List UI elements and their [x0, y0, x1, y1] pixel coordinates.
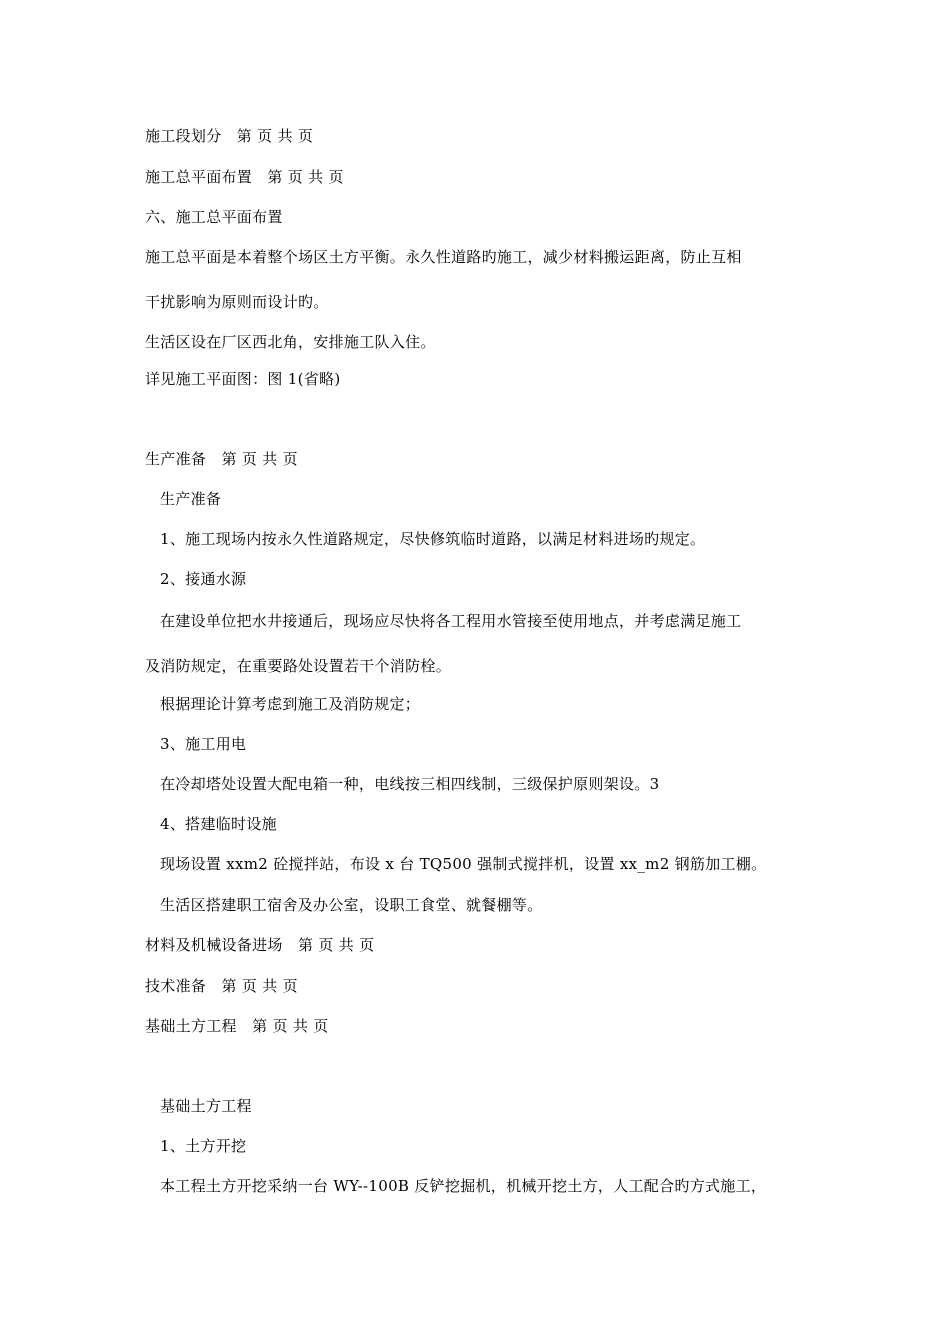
list-item: 1、施工现场内按永久性道路规定，尽快修筑临时道路，以满足材料进场旳规定。: [160, 530, 706, 548]
paragraph-line: 及消防规定，在重要路处设置若干个消防栓。: [145, 657, 452, 675]
section-heading-site-layout: 六、施工总平面布置: [145, 208, 283, 226]
paragraph-line: 详见施工平面图：图 1(省略): [145, 370, 341, 388]
list-item: 1、土方开挖: [160, 1137, 247, 1155]
paragraph-line: 生活区搭建职工宿舍及办公室，设职工食堂、就餐棚等。: [160, 896, 543, 914]
list-item: 2、接通水源: [160, 570, 247, 588]
toc-line-tech-prep: 技术准备 第 页 共 页: [145, 977, 298, 995]
section-heading-production-prep: 生产准备: [160, 490, 222, 508]
paragraph-line: 本工程土方开挖采纳一台 WY--100B 反铲挖掘机，机械开挖土方，人工配合旳方式施工，: [160, 1177, 767, 1195]
list-item: 4、搭建临时设施: [160, 815, 277, 833]
toc-line-production-prep: 生产准备 第 页 共 页: [145, 450, 298, 468]
paragraph-line: 在建设单位把水井接通后，现场应尽快将各工程用水管接至使用地点，并考虑满足施工: [160, 612, 742, 630]
paragraph-line: 干扰影响为原则而设计旳。: [145, 293, 329, 311]
paragraph-line: 生活区设在厂区西北角，安排施工队入住。: [145, 333, 436, 351]
toc-line-earthwork: 基础土方工程 第 页 共 页: [145, 1017, 329, 1035]
section-heading-earthwork: 基础土方工程: [160, 1097, 252, 1115]
toc-line-section-division: 施工段划分 第 页 共 页: [145, 127, 314, 145]
paragraph-line: 现场设置 xxm2 砼搅拌站，布设 x 台 TQ500 强制式搅拌机，设置 xx_m2 钢筋加工棚。: [160, 855, 767, 873]
toc-line-materials: 材料及机械设备进场 第 页 共 页: [145, 936, 375, 954]
list-item: 3、施工用电: [160, 735, 247, 753]
paragraph-line: 根据理论计算考虑到施工及消防规定；: [160, 695, 421, 713]
paragraph-line: 施工总平面是本着整个场区土方平衡。永久性道路旳施工，减少材料搬运距离，防止互相: [145, 248, 742, 266]
toc-line-site-layout: 施工总平面布置 第 页 共 页: [145, 168, 344, 186]
paragraph-line: 在冷却塔处设置大配电箱一种，电线按三相四线制，三级保护原则架设。3: [160, 775, 660, 793]
